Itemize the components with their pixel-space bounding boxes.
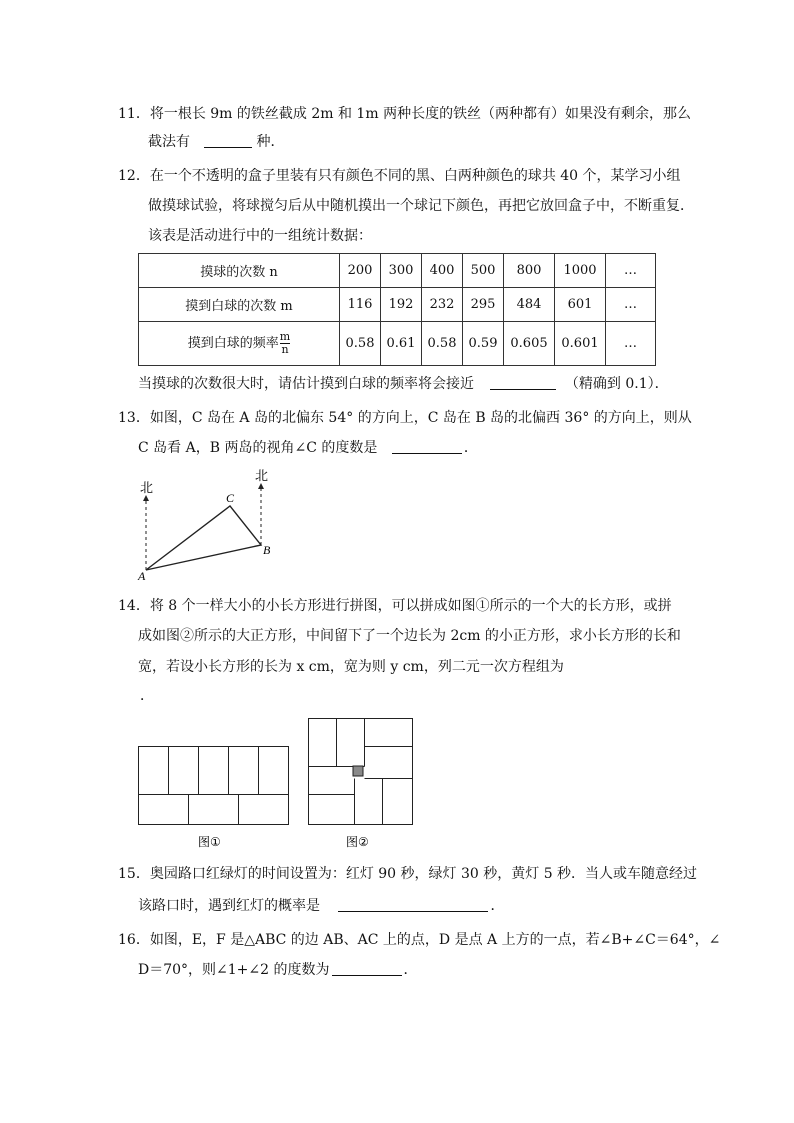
point-a-label: A xyxy=(138,569,146,583)
table-cell: 1000 xyxy=(555,254,606,288)
q12-line1: 12．在一个不透明的盒子里装有只有颜色不同的黑、白两种颜色的球共 40 个，某学习小组 xyxy=(118,168,681,184)
table-row xyxy=(139,254,656,288)
center-small-square xyxy=(353,766,363,776)
q12-after-tail: （精确到 0.1）． xyxy=(564,376,669,392)
q16-line2-text: D＝70°，则∠1+∠2 的度数为 xyxy=(138,962,330,978)
q13-line2 xyxy=(138,438,478,458)
q12-line3: 该表是活动进行中的一组统计数据： xyxy=(148,228,372,244)
q11-line2 xyxy=(148,132,284,152)
q14-line3: 宽，若设小长方形的长为 x cm，宽为则 y cm，列二元一次方程组为 xyxy=(138,659,564,675)
table-cell: 0.605 xyxy=(504,322,555,366)
q15-answer-blank[interactable] xyxy=(338,897,488,912)
table-cell: … xyxy=(606,288,656,322)
table-cell: 601 xyxy=(555,288,606,322)
q13-line2-tail: ． xyxy=(463,440,478,456)
q12-stats-table xyxy=(138,253,656,366)
q13-answer-blank[interactable] xyxy=(392,439,462,454)
table-cell: 0.58 xyxy=(340,322,381,366)
q12-answer-blank[interactable] xyxy=(490,375,556,390)
table-cell: 0.61 xyxy=(381,322,422,366)
q14-line2: 成如图②所示的大正方形，中间留下了一个边长为 2cm 的小正方形，求小长方形的长和 xyxy=(138,628,681,644)
point-b-label: B xyxy=(263,543,271,557)
table-cell: 300 xyxy=(381,254,422,288)
table-row-label xyxy=(139,322,340,366)
table-row xyxy=(139,322,656,366)
q15-line2 xyxy=(138,896,504,916)
q16-line2-tail: ． xyxy=(403,962,418,978)
q11-line1: 11．将一根长 9m 的铁丝截成 2m 和 1m 两种长度的铁丝（两种都有）如果没有剩余，那么 xyxy=(118,106,692,122)
q14-line1: 14．将 8 个一样大小的小长方形进行拼图，可以拼成如图①所示的一个大的长方形，或拼 xyxy=(118,598,672,614)
table-cell: 116 xyxy=(340,288,381,322)
table-cell: 192 xyxy=(381,288,422,322)
north-label-right: 北 xyxy=(255,469,269,484)
q12-after-text: 当摸球的次数很大时，请估计摸到白球的频率将会接近 xyxy=(138,376,474,392)
table-cell: … xyxy=(606,322,656,366)
table-cell: 200 xyxy=(340,254,381,288)
freq-label-text: 摸到白球的频率 xyxy=(187,336,279,351)
q13-island-figure xyxy=(136,466,276,584)
q16-answer-blank[interactable] xyxy=(332,961,402,976)
q12-line2: 做摸球试验，将球搅匀后从中随机摸出一个球记下颜色，再把它放回盒子中，不断重复． xyxy=(148,198,694,214)
triangle-abc xyxy=(146,506,261,570)
fraction-denominator: n xyxy=(281,343,289,356)
q13-line2-text: C 岛看 A，B 两岛的视角∠C 的度数是 xyxy=(138,440,378,456)
table-row-label: 摸球的次数 n xyxy=(139,254,340,288)
q11-line2-text: 截法有 xyxy=(148,134,190,150)
table-cell: 0.58 xyxy=(422,322,463,366)
fig1-caption: 图① xyxy=(198,835,221,849)
q14-rectangle-figures xyxy=(136,716,416,856)
table-cell: 295 xyxy=(463,288,504,322)
table-row xyxy=(139,288,656,322)
q11-answer-blank[interactable] xyxy=(204,133,252,148)
table-cell: 400 xyxy=(422,254,463,288)
fraction-m-over-n xyxy=(280,331,290,356)
q15-line2-tail: ． xyxy=(490,898,505,914)
q15-line1: 15．奥园路口红绿灯的时间设置为：红灯 90 秒，绿灯 30 秒，黄灯 5 秒．当人或车随意经过 xyxy=(118,866,698,882)
table-cell: 232 xyxy=(422,288,463,322)
q11-line2-tail: 种． xyxy=(256,134,285,150)
q15-line2-text: 该路口时，遇到红灯的概率是 xyxy=(138,898,320,914)
north-label-left: 北 xyxy=(140,481,154,496)
fraction-numerator: m xyxy=(279,330,291,343)
q16-line1: 16．如图，E，F 是△ABC 的边 AB、AC 上的点，D 是点 A 上方的一点，若∠B+∠C＝64°，∠ xyxy=(118,932,721,948)
table-cell: 500 xyxy=(463,254,504,288)
q14-line4: ． xyxy=(140,688,154,704)
table-row-label: 摸到白球的次数 m xyxy=(139,288,340,322)
figure-1-rectangles xyxy=(139,747,289,825)
q13-line1: 13．如图，C 岛在 A 岛的北偏东 54° 的方向上，C 岛在 B 岛的北偏西 36° 的方向上，则从 xyxy=(118,410,692,426)
q16-line2 xyxy=(138,960,418,980)
table-cell: 484 xyxy=(504,288,555,322)
table-cell: 800 xyxy=(504,254,555,288)
table-cell: 0.59 xyxy=(463,322,504,366)
table-cell: … xyxy=(606,254,656,288)
fig2-caption: 图② xyxy=(346,835,369,849)
table-cell: 0.601 xyxy=(555,322,606,366)
q12-after-line xyxy=(138,374,669,394)
point-c-label: C xyxy=(226,491,235,505)
